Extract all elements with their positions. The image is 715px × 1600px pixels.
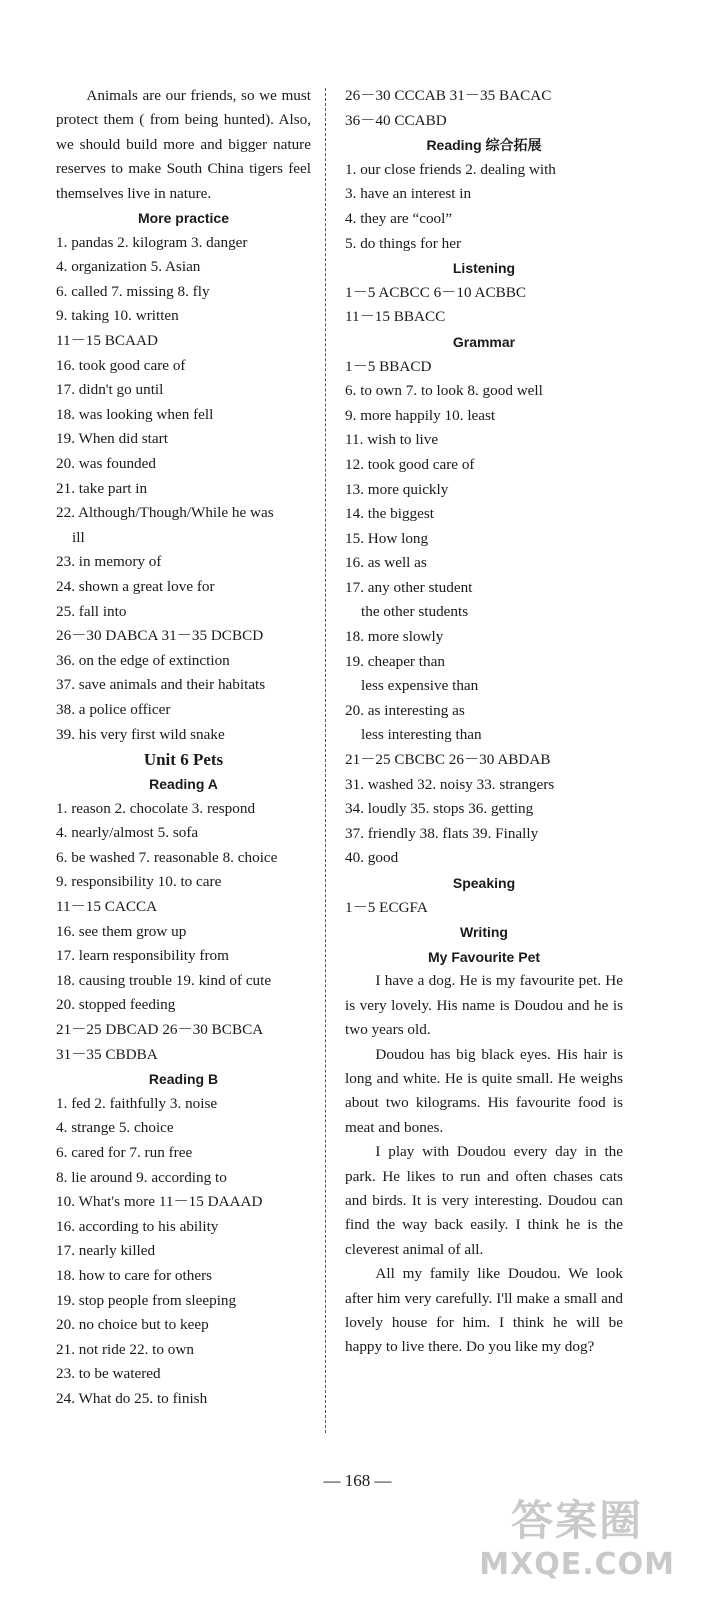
unit-title: Unit 6 Pets	[143, 750, 224, 770]
answer-line: 20. was founded	[56, 454, 156, 472]
answer-line: 6. be washed 7. reasonable 8. choice	[56, 848, 278, 866]
right-column	[345, 84, 623, 1360]
answer-line: 21－25 DBCAD 26－30 BCBCA	[56, 1021, 264, 1039]
answer-line: 11－15 CACCA	[56, 898, 158, 916]
answer-line: 20. stopped feeding	[56, 996, 176, 1014]
answer-line: 1. fed 2. faithfully 3. noise	[56, 1094, 218, 1112]
answer-line: 24. What do 25. to finish	[56, 1389, 208, 1407]
listening-heading: Listening	[452, 260, 516, 277]
writing-heading: Writing	[460, 924, 508, 941]
intro-paragraph: Animals are our friends, so we must protect them ( from being hunted). Also, we should build more and bigger nature reserves to make South China tigers feel themselves live in nature.	[56, 87, 311, 202]
answer-line: 17. any other student	[345, 578, 473, 596]
answer-line: 22. Although/Though/While he was	[56, 504, 274, 522]
left-column	[56, 84, 311, 1412]
watermark-top: 答案圈	[511, 1496, 644, 1545]
answer-line: 12. took good care of	[345, 455, 475, 473]
answer-line: 38. a police officer	[56, 700, 171, 718]
answer-line: 1. reason 2. chocolate 3. respond	[56, 799, 256, 817]
essay-paragraph: I have a dog. He is my favourite pet. He is very lovely. His name is Doudou and he is two years old.	[345, 972, 623, 1039]
answer-line: 11. wish to live	[345, 431, 439, 449]
answer-line: 26－30 DABCA 31－35 DCBCD	[56, 627, 264, 645]
reading-b-answers	[56, 1092, 311, 1412]
answer-line: 17. learn responsibility from	[56, 947, 229, 965]
answer-line: 17. nearly killed	[56, 1242, 156, 1260]
answer-line: 19. cheaper than	[345, 652, 445, 670]
answer-line: 9. responsibility 10. to care	[56, 873, 222, 891]
answer-line: 8. lie around 9. according to	[56, 1168, 227, 1186]
answer-line: 21. take part in	[56, 479, 148, 497]
answer-line: 17. didn't go until	[56, 381, 164, 399]
page-number: — 168 —	[323, 1471, 392, 1490]
answer-line: 39. his very first wild snake	[56, 725, 225, 743]
answer-line: 34. loudly 35. stops 36. getting	[345, 800, 534, 818]
essay-title: My Favourite Pet	[427, 948, 541, 965]
answer-line: 19. stop people from sleeping	[56, 1291, 237, 1309]
answer-line: less expensive than	[361, 677, 479, 695]
answer-line: 4. organization 5. Asian	[56, 258, 201, 276]
answer-line: 15. How long	[345, 529, 429, 547]
answer-line: ill	[72, 528, 85, 546]
answer-line: 4. nearly/almost 5. sofa	[56, 824, 199, 842]
more-practice-answers	[56, 231, 311, 747]
answer-line: 23. in memory of	[56, 553, 162, 571]
answer-line: 1－5 ECGFA	[345, 898, 428, 916]
answer-line: 36－40 CCABD	[345, 111, 447, 129]
answer-line: 1. our close friends 2. dealing with	[345, 160, 556, 178]
answer-line: 6. called 7. missing 8. fly	[56, 282, 210, 300]
answer-line: 11－15 BBACC	[345, 308, 446, 326]
answer-line: 23. to be watered	[56, 1365, 161, 1383]
answer-line: 40. good	[345, 849, 399, 867]
reading-b-heading: Reading B	[148, 1071, 219, 1088]
column-divider	[325, 88, 326, 1433]
answer-line: 37. friendly 38. flats 39. Finally	[345, 824, 539, 842]
answer-line: 13. more quickly	[345, 480, 449, 498]
answer-line: 16. took good care of	[56, 356, 186, 374]
reading-a-heading: Reading A	[149, 776, 218, 793]
answer-line: 14. the biggest	[345, 505, 435, 523]
answer-line: 36. on the edge of extinction	[56, 651, 230, 669]
answer-line: 3. have an interest in	[345, 185, 472, 203]
reading-a-answers	[56, 797, 311, 1068]
answer-line: 20. no choice but to keep	[56, 1316, 209, 1334]
answer-line: 11－15 BCAAD	[56, 332, 158, 349]
answer-line: 4. they are “cool”	[345, 209, 453, 227]
answer-line: 18. more slowly	[345, 628, 444, 646]
answer-line: 24. shown a great love for	[56, 577, 215, 595]
answer-line: the other students	[361, 603, 469, 621]
answer-line: 20. as interesting as	[345, 701, 465, 719]
answer-line: 9. taking 10. written	[56, 307, 179, 325]
continued-answers	[345, 84, 623, 133]
answer-line: 1－5 ACBCC 6－10 ACBBC	[345, 283, 527, 301]
answer-line: 1. pandas 2. kilogram 3. danger	[56, 233, 248, 251]
speaking-heading: Speaking	[452, 875, 516, 891]
reading-ext-heading: Reading 综合拓展	[426, 137, 542, 154]
answer-line: 21. not ride 22. to own	[56, 1340, 194, 1358]
essay-paragraph: All my family like Doudou. We look after him very carefully. I'll make a small and lovely house for him. I think he will be happy to live there. Do you like my dog?	[345, 1265, 623, 1356]
answer-line: 16. see them grow up	[56, 922, 187, 940]
reading-ext-answers	[345, 158, 623, 256]
listening-answers	[345, 281, 623, 330]
answer-line: 16. according to his ability	[56, 1217, 219, 1235]
answer-line: 18. how to care for others	[56, 1266, 213, 1284]
answer-line: 9. more happily 10. least	[345, 406, 496, 424]
answer-line: 6. cared for 7. run free	[56, 1144, 193, 1161]
grammar-heading: Grammar	[452, 333, 516, 350]
essay-paragraph: I play with Doudou every day in the park. He likes to run and often chases cats and birds. It is very interesting. Doudou can find the way back easily. I think he is the cleverest animal of all.	[345, 1143, 623, 1258]
answer-line: 6. to own 7. to look 8. good well	[345, 382, 543, 400]
speaking-answers	[345, 896, 623, 921]
answer-line: 1－5 BBACD	[345, 357, 432, 375]
answer-line: 5. do things for her	[345, 234, 461, 252]
watermark-logo	[479, 1496, 675, 1584]
answer-line: 18. causing trouble 19. kind of cute	[56, 971, 272, 989]
answer-line: 31－35 CBDBA	[56, 1045, 158, 1063]
answer-line: 31. washed 32. noisy 33. strangers	[345, 775, 555, 793]
watermark-bottom: MXQE.COM	[479, 1547, 675, 1582]
answer-line: 25. fall into	[56, 602, 127, 620]
answer-line: 16. as well as	[345, 554, 427, 572]
answer-line: 21－25 CBCBC 26－30 ABDAB	[345, 751, 551, 769]
more-practice-heading: More practice	[137, 210, 230, 227]
answer-line: 19. When did start	[56, 430, 168, 448]
essay-paragraph: Doudou has big black eyes. His hair is long and white. He is quite small. He weighs about two kilograms. His favourite food is meat and bones.	[345, 1045, 623, 1136]
grammar-answers	[345, 355, 623, 871]
answer-line: 10. What's more 11－15 DAAAD	[56, 1193, 263, 1211]
answer-line: 18. was looking when fell	[56, 405, 214, 423]
answer-line: 26－30 CCCAB 31－35 BACAC	[345, 87, 552, 104]
answer-line: less interesting than	[361, 726, 482, 744]
answer-line: 37. save animals and their habitats	[56, 676, 266, 694]
answer-line: 4. strange 5. choice	[56, 1119, 174, 1137]
